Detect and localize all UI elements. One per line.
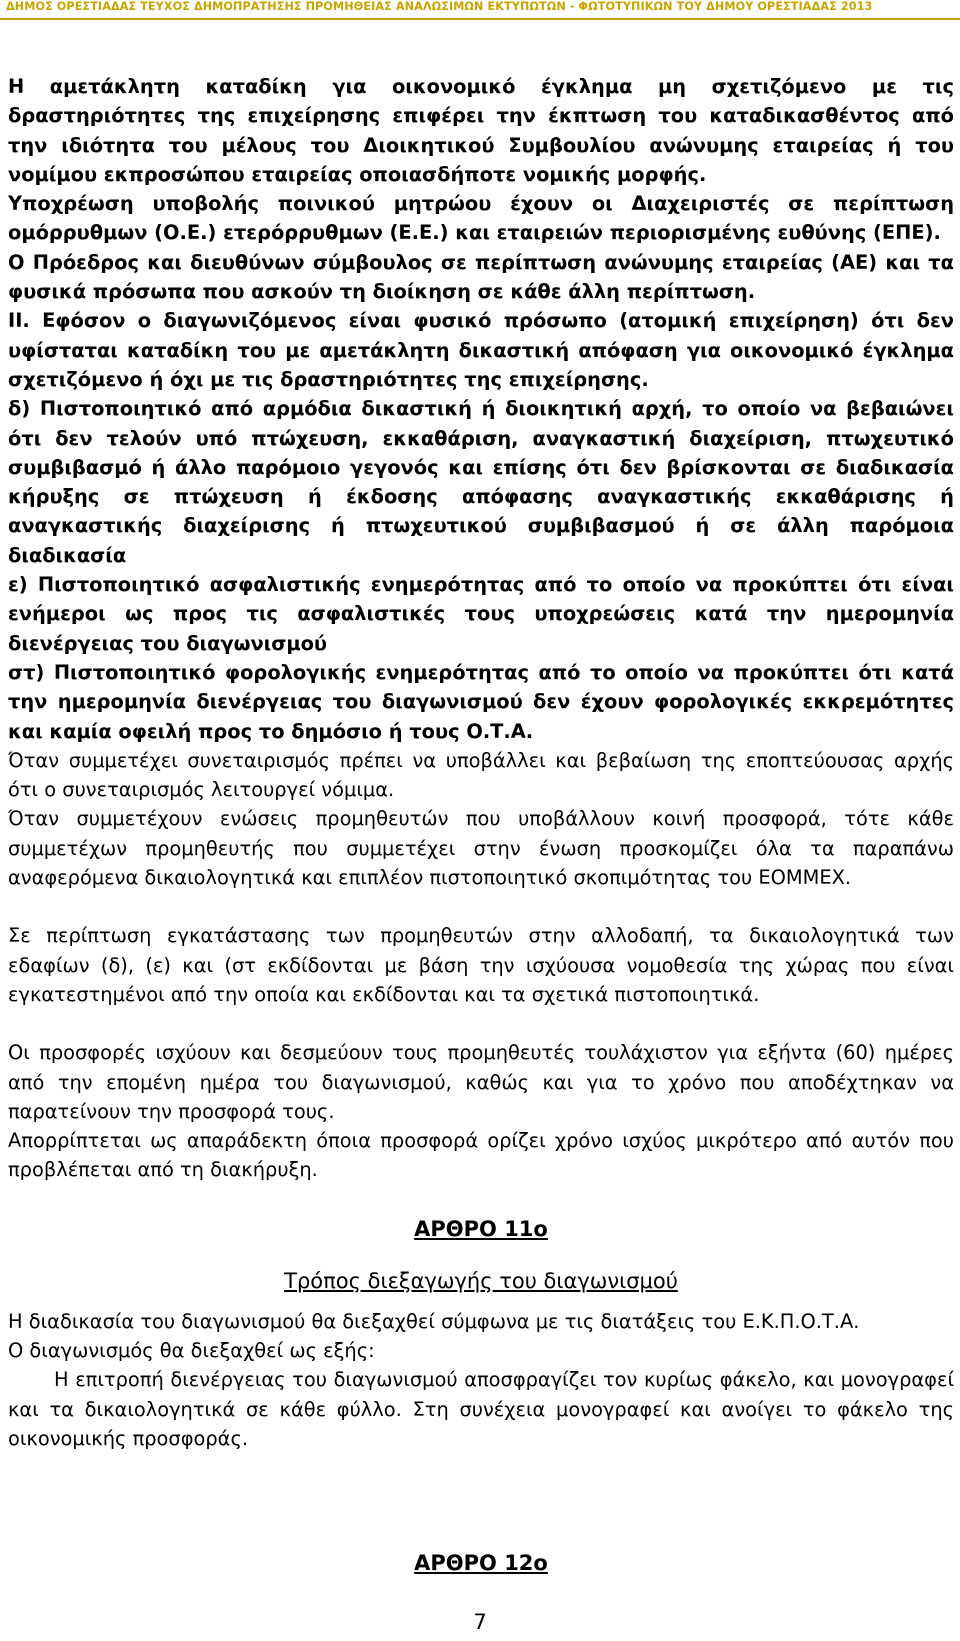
paragraph-conviction: Η αμετάκλητη καταδίκη για οικονομικό έγκλημα μη σχετιζόμενο με τις δραστηριότητες της επιχείρησης επιφέρει την έκπτωση του καταδικασθέντος από την ιδιότητα του μέλους του Διοικητικού Συμβουλίου ανώνυμης εταιρείας ή του νομίμου εκπροσώπου εταιρείας οποιασδήποτε νομικής μορφής. — [8, 75, 954, 186]
running-header-text: ΔΗΜΟΣ ΟΡΕΣΤΙΑΔΑΣ ΤΕΥΧΟΣ ΔΗΜΟΠΡΑΤΗΣΗΣ ΠΡΟΜΗΘΕΙΑΣ ΑΝΑΛΩΣΙΜΩΝ ΕΚΤΥΠΩΤΩΝ - ΦΩΤΟΤΥΠΙΚΩΝ ΤΟΥ ΔΗΜΟΥ ΟΡΕΣΤΙΑΔΑΣ 2013 — [6, 0, 873, 13]
paragraph-committee: Η επιτροπή διενέργειας του διαγωνισμού αποσφραγίζει τον κυρίως φάκελο, και μονογραφεί και τα δικαιολογητικά σε κάθε φύλλο. Στη συνέχεια μονογραφεί και ανοίγει το φάκελο της οικονομικής προσφοράς. — [8, 1368, 954, 1450]
article-11-subheading — [8, 1269, 954, 1293]
article-12-title: ΑΡΘΡΟ 12ο — [414, 1551, 548, 1576]
paragraph-supplier-unions: Όταν συμμετέχουν ενώσεις προμηθευτών που υποβάλλουν κοινή προσφορά, τότε κάθε συμμετέχων προμηθευτής που συμμετέχει στην ένωση προσκομίζει όλα τα παραπάνω αναφερόμενα δικαιολογητικά και επιπλέον πιστοποιητικό σκοπιμότητας του ΕΟΜΜΕΧ. — [8, 807, 954, 890]
spacer — [8, 1453, 954, 1551]
article-11-title: ΑΡΘΡΟ 11ο — [414, 1216, 548, 1241]
paragraph-president-ceo: Ο Πρόεδρος και διευθύνων σύμβουλος σε περίπτωση ανώνυμης εταιρείας (ΑΕ) και τα φυσικά πρόσωπα που ασκούν τη διοίκηση σε κάθε άλλη περίπτωση. — [8, 250, 954, 304]
paragraph-offer-rejection: Απορρίπτεται ως απαράδεκτη όποια προσφορά ορίζει χρόνο ισχύος μικρότερο από αυτόν που προβλέπεται από τη διακήρυξη. — [8, 1129, 954, 1182]
paragraph-natural-person: ΙΙ. Εφόσον ο διαγωνιζόμενος είναι φυσικό πρόσωπο (ατομική επιχείρηση) ότι δεν υφίσταται καταδίκη του με αμετάκλητη δικαστική απόφαση για οικονομικό έγκλημα σχετιζόμενο ή όχι με τις δραστηριότητες της επιχείρησης. — [8, 309, 954, 391]
paragraph-certificate-st: στ) Πιστοποιητικό φορολογικής ενημερότητας από το οποίο να προκύπτει ότι κατά την ημερομηνία διενέργειας του διαγωνισμού δεν έχουν φορολογικές εκκρεμότητες και καμία οφειλή προς το δημόσιο ή τους Ο.Τ.Α. — [8, 660, 954, 743]
page-number: 7 — [473, 1610, 487, 1634]
document-body — [8, 72, 954, 1575]
spacer — [8, 1185, 954, 1217]
paragraph-cooperative: Όταν συμμετέχει συνεταιρισμός πρέπει να υποβάλλει και βεβαίωση της εποπτεύουσας αρχής ότι ο συνεταιρισμός λειτουργεί νόμιμα. — [8, 748, 954, 802]
article-12-heading — [8, 1551, 954, 1575]
running-header — [0, 0, 960, 16]
paragraph-foreign-suppliers: Σε περίπτωση εγκατάστασης των προμηθευτών στην αλλοδαπή, τα δικαιολογητικά των εδαφίων (δ), (ε) και (στ εκδίδονται με βάση την ισχύουσα νομοθεσία της χώρας που είναι εγκατεστημένοι από την οποία και εκδίδονται και τα σχετικά πιστοποιητικά. — [8, 924, 954, 1006]
paragraph-certificate-e: ε) Πιστοποιητικό ασφαλιστικής ενημερότητας από το οποίο να προκύπτει ότι είναι ενήμεροι ως προς τις ασφαλιστικές τους υποχρεώσεις κατά την ημερομηνία διενέργειας του διαγωνισμού — [8, 573, 954, 655]
spacer — [8, 892, 954, 921]
paragraph-criminal-record-obligation: Υποχρέωση υποβολής ποινικού μητρώου έχουν οι Διαχειριστές σε περίπτωση ομόρρυθμων (Ο.Ε.) ετερόρρυθμων (Ε.Ε.) και εταιρειών περιορισμένης ευθύνης (ΕΠΕ). — [8, 192, 954, 245]
paragraph-procedure: Η διαδικασία του διαγωνισμού θα διεξαχθεί σύμφωνα με τις διατάξεις του Ε.Κ.Π.Ο.Τ.Α. — [8, 1309, 860, 1333]
spacer — [8, 1009, 954, 1038]
paragraph-offer-validity: Οι προσφορές ισχύουν και δεσμεύουν τους προμηθευτές τουλάχιστον για εξήντα (60) ημέρες από την επομένη ημέρα του διαγωνισμού, καθώς και για το χρόνο που αποδέχτηκαν να παρατείνουν την προσφορά τους. — [8, 1041, 954, 1123]
article-11-heading — [8, 1217, 954, 1241]
paragraph-conducted-as-follows: Ο διαγωνισμός θα διεξαχθεί ως εξής: — [8, 1338, 375, 1362]
article-11-subtitle: Τρόπος διεξαγωγής του διαγωνισμού — [284, 1268, 678, 1293]
spacer — [8, 1293, 954, 1307]
spacer — [8, 1241, 954, 1269]
header-rule — [0, 18, 960, 20]
paragraph-certificate-d: δ) Πιστοποιητικό από αρμόδια δικαστική ή διοικητική αρχή, το οποίο να βεβαιώνει ότι δεν τελούν υπό πτώχευση, εκκαθάριση, αναγκαστική διαχείριση, πτωχευτικό συμβιβασμό ή άλλο παρόμοιο γεγονός και επίσης ότι δεν βρίσκονται σε διαδικασία κήρυξης σε πτώχευση ή έκδοσης απόφασης αναγκαστικής εκκαθάρισης ή αναγκαστικής διαχείρισης ή πτωχευτικού συμβιβασμού ή σε άλλη παρόμοια διαδικασία — [8, 397, 954, 567]
